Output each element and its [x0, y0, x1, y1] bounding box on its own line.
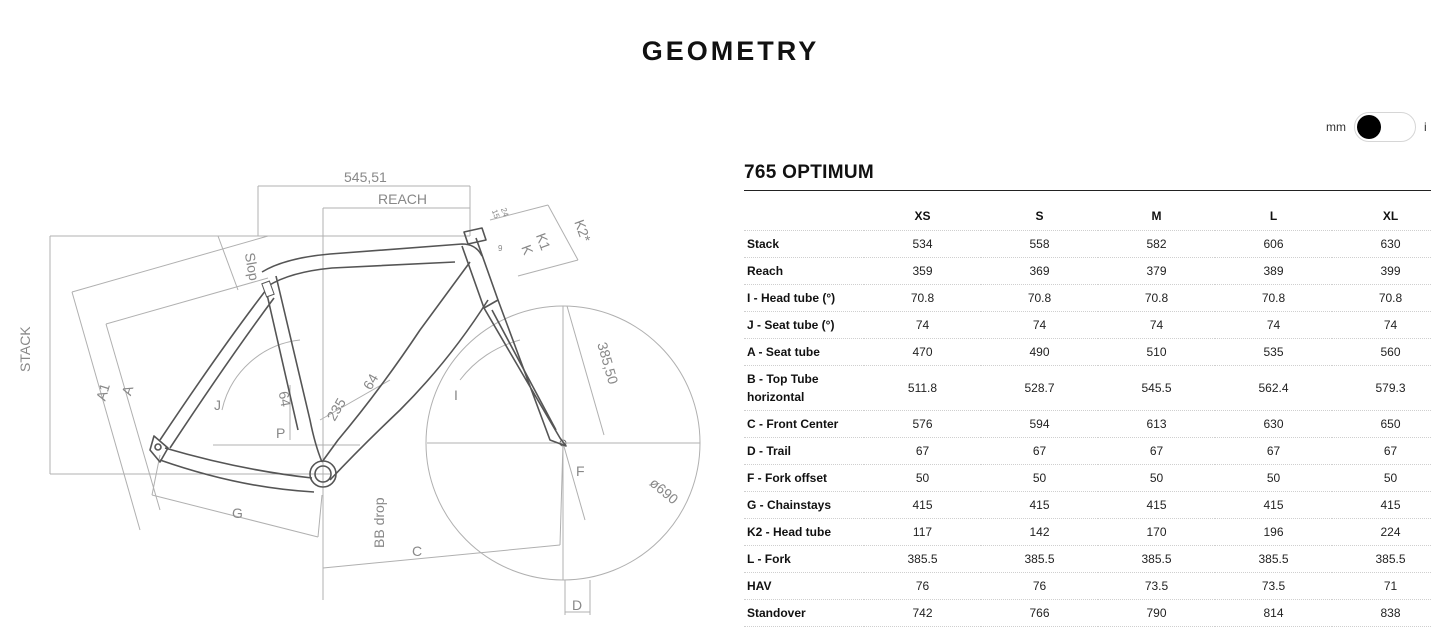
table-row — [744, 600, 1431, 627]
table-cell: 50 — [1215, 465, 1332, 492]
bb-drop-label: BB drop — [371, 497, 387, 548]
row-label: D - Trail — [744, 438, 864, 465]
a1-label: A1 — [92, 381, 113, 403]
table-row — [744, 492, 1431, 519]
table-cell: 562.4 — [1215, 366, 1332, 411]
table-cell: 606 — [1215, 231, 1332, 258]
row-label: B - Top Tube horizontal — [744, 366, 864, 411]
j-label: J — [214, 397, 221, 413]
unit-label-inch: i — [1424, 120, 1427, 134]
table-cell: 490 — [981, 339, 1098, 366]
unit-label-mm: mm — [1326, 120, 1346, 134]
table-cell: 510 — [1098, 339, 1215, 366]
table-row — [744, 339, 1431, 366]
k1-label: K1 — [532, 230, 554, 253]
frame-head-tube — [462, 238, 498, 308]
fork-length-label: 385,50 — [594, 340, 622, 386]
table-cell: 76 — [864, 573, 981, 600]
slop-line — [218, 236, 238, 290]
stack-label: STACK — [17, 326, 33, 372]
row-label: I - Head tube (°) — [744, 285, 864, 312]
row-label: G - Chainstays — [744, 492, 864, 519]
table-row — [744, 465, 1431, 492]
table-cell: 70.8 — [864, 285, 981, 312]
table-cell: 838 — [1332, 600, 1431, 627]
wheel-label: ø690 — [646, 474, 682, 508]
table-cell: 196 — [1215, 519, 1332, 546]
table-cell: 814 — [1215, 600, 1332, 627]
table-cell: 50 — [981, 465, 1098, 492]
table-row — [744, 438, 1431, 465]
row-label: Stack — [744, 231, 864, 258]
table-cell: 528.7 — [981, 366, 1098, 411]
dim-15-label: 15 — [489, 208, 502, 220]
size-header: L — [1215, 202, 1332, 231]
a-ext-line — [106, 324, 160, 510]
row-label: C - Front Center — [744, 411, 864, 438]
table-cell: 73.5 — [1215, 573, 1332, 600]
table-cell: 650 — [1332, 411, 1431, 438]
table-row — [744, 366, 1431, 411]
dim-9-label: 9 — [498, 244, 503, 253]
row-label: K2 - Head tube — [744, 519, 864, 546]
table-cell: 742 — [864, 600, 981, 627]
table-cell: 74 — [1332, 312, 1431, 339]
a-label: A — [118, 383, 137, 398]
fork-offset-line — [563, 443, 585, 520]
unit-switch[interactable] — [1354, 112, 1416, 142]
table-cell: 74 — [1215, 312, 1332, 339]
frame-seat-stay-lower — [170, 298, 274, 448]
row-label: F - Fork offset — [744, 465, 864, 492]
table-row — [744, 231, 1431, 258]
dim-235-label: 235 — [323, 395, 349, 424]
c-dim-line — [323, 545, 560, 568]
table-cell: 74 — [981, 312, 1098, 339]
table-cell: 385.5 — [1215, 546, 1332, 573]
row-label: L - Fork — [744, 546, 864, 573]
table-cell: 534 — [864, 231, 981, 258]
table-cell: 558 — [981, 231, 1098, 258]
table-cell: 224 — [1332, 519, 1431, 546]
table-cell: 67 — [1215, 438, 1332, 465]
table-row — [744, 411, 1431, 438]
table-cell: 511.8 — [864, 366, 981, 411]
row-label: J - Seat tube (°) — [744, 312, 864, 339]
table-cell: 766 — [981, 600, 1098, 627]
table-cell: 385.5 — [1332, 546, 1431, 573]
table-cell: 50 — [1098, 465, 1215, 492]
table-cell: 74 — [864, 312, 981, 339]
size-header: S — [981, 202, 1098, 231]
table-cell: 369 — [981, 258, 1098, 285]
table-cell: 579.3 — [1332, 366, 1431, 411]
slop-label: Slop — [241, 251, 263, 282]
table-cell: 70.8 — [1332, 285, 1431, 312]
dim-64-label-a: 64 — [275, 389, 295, 408]
frame-down-tube-lower — [330, 300, 488, 480]
frame-top-tube — [262, 244, 482, 272]
table-cell: 359 — [864, 258, 981, 285]
table-cell: 142 — [981, 519, 1098, 546]
a-dim-line — [106, 278, 268, 324]
g-ext-b — [318, 495, 322, 537]
frame-down-tube — [322, 262, 470, 462]
table-row — [744, 573, 1431, 600]
frame-seat-stay — [160, 290, 266, 440]
table-cell: 67 — [1098, 438, 1215, 465]
table-row — [744, 285, 1431, 312]
table-cell: 117 — [864, 519, 981, 546]
reach-dim-label: 545,51 — [344, 169, 387, 185]
fork-length-line — [567, 306, 604, 435]
table-cell: 535 — [1215, 339, 1332, 366]
model-title: 765 OPTIMUM — [744, 162, 874, 183]
table-cell: 545.5 — [1098, 366, 1215, 411]
table-cell: 415 — [1215, 492, 1332, 519]
dim-p-label: P — [276, 425, 286, 441]
table-cell: 385.5 — [981, 546, 1098, 573]
dim-64-label-b: 64 — [359, 370, 382, 393]
c-label: C — [412, 543, 423, 559]
table-row — [744, 519, 1431, 546]
k-line-c — [548, 205, 578, 260]
a1-dim-line — [72, 236, 268, 292]
size-header: M — [1098, 202, 1215, 231]
table-cell: 385.5 — [864, 546, 981, 573]
unit-toggle — [1326, 112, 1427, 142]
row-label: A - Seat tube — [744, 339, 864, 366]
table-row — [744, 312, 1431, 339]
rear-axle — [155, 444, 161, 450]
row-label: Standover — [744, 600, 864, 627]
i-label: I — [454, 387, 458, 403]
f-label: F — [576, 463, 585, 479]
d-label: D — [572, 597, 583, 613]
row-label: Reach — [744, 258, 864, 285]
g-label: G — [232, 505, 243, 521]
table-row — [744, 546, 1431, 573]
table-cell: 70.8 — [981, 285, 1098, 312]
geometry-table — [744, 202, 1431, 627]
table-row — [744, 258, 1431, 285]
geometry-diagram — [0, 160, 720, 640]
table-cell: 74 — [1098, 312, 1215, 339]
table-cell: 613 — [1098, 411, 1215, 438]
table-cell: 67 — [864, 438, 981, 465]
table-cell: 790 — [1098, 600, 1215, 627]
table-cell: 76 — [981, 573, 1098, 600]
header-label-cell — [744, 202, 864, 231]
switch-knob — [1357, 115, 1381, 139]
table-cell: 67 — [1332, 438, 1431, 465]
table-cell: 70.8 — [1215, 285, 1332, 312]
table-cell: 170 — [1098, 519, 1215, 546]
frame-fork-inner — [492, 310, 556, 430]
frame-top-tube-lower — [268, 262, 455, 286]
a1-ext-line — [72, 292, 140, 530]
table-cell: 73.5 — [1098, 573, 1215, 600]
table-cell: 71 — [1332, 573, 1431, 600]
table-cell: 389 — [1215, 258, 1332, 285]
table-cell: 630 — [1215, 411, 1332, 438]
table-cell: 67 — [981, 438, 1098, 465]
table-cell: 399 — [1332, 258, 1431, 285]
table-header-row — [744, 202, 1431, 231]
table-cell: 415 — [1332, 492, 1431, 519]
size-header: XL — [1332, 202, 1431, 231]
k2-label: K2* — [571, 217, 595, 245]
frame-seat-tube-inner — [266, 290, 298, 430]
row-label: HAV — [744, 573, 864, 600]
dim-24-label: 24 — [498, 206, 511, 218]
table-cell: 379 — [1098, 258, 1215, 285]
table-cell: 470 — [864, 339, 981, 366]
divider — [744, 190, 1431, 191]
table-cell: 70.8 — [1098, 285, 1215, 312]
table-cell: 594 — [981, 411, 1098, 438]
page-title: GEOMETRY — [641, 36, 820, 66]
reach-label: REACH — [378, 191, 428, 207]
k-line-b — [518, 260, 578, 276]
table-cell: 415 — [981, 492, 1098, 519]
size-header: XS — [864, 202, 981, 231]
table-cell: 576 — [864, 411, 981, 438]
table-cell: 560 — [1332, 339, 1431, 366]
table-cell: 415 — [864, 492, 981, 519]
k-label: K — [518, 242, 537, 257]
table-cell: 385.5 — [1098, 546, 1215, 573]
table-cell: 630 — [1332, 231, 1431, 258]
table-cell: 50 — [1332, 465, 1431, 492]
table-cell: 582 — [1098, 231, 1215, 258]
table-cell: 50 — [864, 465, 981, 492]
table-cell: 415 — [1098, 492, 1215, 519]
